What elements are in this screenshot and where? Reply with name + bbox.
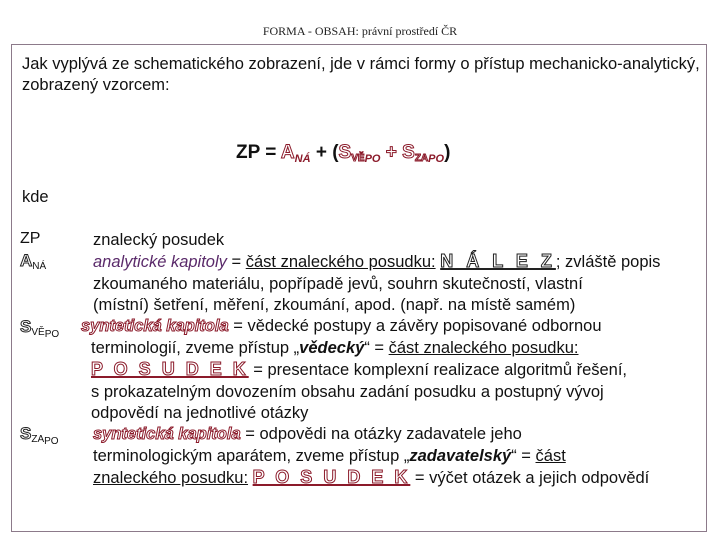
symbol-svepo-s: S: [20, 317, 32, 336]
symbol-svepo-mid: VĚ: [31, 327, 45, 338]
def-szapo-line2b: “ =: [511, 446, 536, 465]
def-zp: znalecký posudek: [93, 231, 225, 249]
symbol-szapo-s: S: [20, 424, 32, 443]
def-svepo-line4: s prokazatelným dovozením obsahu zadání posudku a postupný vývoj: [91, 382, 604, 401]
def-szapo-part2: znaleckého posudku:: [93, 469, 249, 487]
symbol-szapo-sub: PO: [44, 436, 59, 447]
def-szapo-zadavatelsky: zadavatelský: [409, 446, 512, 465]
def-a-line3: (místní) šetření, měření, zkoumání, apod. (např. na místě samém): [93, 296, 576, 314]
def-szapo-term: syntetická kapitola: [93, 425, 241, 443]
symbol-a: [20, 251, 46, 272]
def-svepo: [81, 316, 711, 425]
symbol-svepo: [20, 317, 59, 340]
def-svepo-line2: [81, 338, 711, 360]
def-svepo-line5: odpovědí na jednotlivé otázky: [91, 404, 309, 422]
def-svepo-rest: = vědecké postupy a závěry popisované odbornou: [228, 317, 602, 335]
formula-s1-mid: VĚ: [351, 153, 365, 164]
def-a-eq: =: [226, 253, 246, 271]
formula-plus1: +: [315, 142, 327, 163]
intro-text: Jak vyplývá ze schematického zobrazení, jde v rámci formy o přístup mechanicko-analytický, zobrazený vzorcem:: [22, 55, 700, 94]
def-svepo-line2a: terminologií, zveme přístup „: [91, 338, 300, 357]
def-a-line1: [93, 251, 713, 274]
def-szapo-line2: [93, 446, 713, 468]
formula-s2-sub: PO: [428, 153, 445, 165]
formula: [236, 142, 450, 165]
symbol-zp: ZP: [20, 230, 41, 247]
def-svepo-vedecky: vědecký: [299, 338, 365, 357]
def-szapo: [93, 424, 713, 490]
def-svepo-line2b: “ =: [364, 338, 389, 357]
slide-header: FORMA - OBSAH: právní prostředí ČR: [262, 24, 458, 38]
def-a-nalez: N Á L E Z: [440, 251, 556, 271]
formula-eq: =: [265, 142, 277, 163]
formula-plus2: +: [385, 142, 397, 163]
kde-label: kde: [22, 188, 49, 206]
def-svepo-part: část znaleckého posudku:: [388, 338, 579, 357]
symbol-a-letter: A: [20, 251, 33, 270]
def-szapo-posudek: P O S U D E K: [252, 467, 411, 487]
def-svepo-line3-text: = presentace komplexní realizace algoritmů řešení,: [248, 361, 628, 379]
def-svepo-term: syntetická kapitola: [81, 317, 229, 335]
formula-open: (: [332, 142, 339, 163]
def-svepo-posudek: P O S U D E K: [91, 359, 249, 379]
symbol-svepo-sub: PO: [44, 329, 60, 340]
symbol-szapo-mid: ZA: [31, 434, 45, 445]
def-a: [93, 251, 713, 317]
formula-close: ): [444, 142, 451, 163]
def-a-part: část znaleckého posudku:: [245, 253, 436, 271]
formula-zp: ZP: [236, 142, 260, 163]
def-svepo-line1: [81, 316, 711, 338]
def-szapo-line3-text: = výčet otázek a jejich odpovědí: [410, 469, 650, 487]
symbol-a-sub: NÁ: [32, 261, 47, 272]
formula-s2-mid: ZA: [414, 153, 429, 164]
def-a-rest: ; zvláště popis: [555, 253, 661, 271]
def-a-term: analytické kapitoly: [93, 253, 227, 271]
formula-s2: S: [402, 142, 415, 163]
def-szapo-line1: [93, 424, 713, 446]
symbol-szapo: [20, 424, 59, 447]
def-szapo-line3: [93, 467, 713, 490]
def-a-line2: zkoumaného materiálu, popřípadě jevů, souhrn skutečností, vlastní: [93, 274, 583, 293]
def-szapo-rest: = odpovědi na otázky zadavatele jeho: [240, 425, 522, 443]
formula-s1-sub: PO: [364, 153, 381, 165]
formula-a: A: [280, 142, 295, 163]
def-szapo-part1: část: [535, 446, 566, 465]
def-svepo-line3: [81, 359, 711, 382]
formula-s1: S: [338, 142, 352, 163]
def-szapo-line2a: terminologickým aparátem, zveme přístup „: [93, 446, 410, 465]
formula-a-sub: NÁ: [294, 153, 311, 165]
